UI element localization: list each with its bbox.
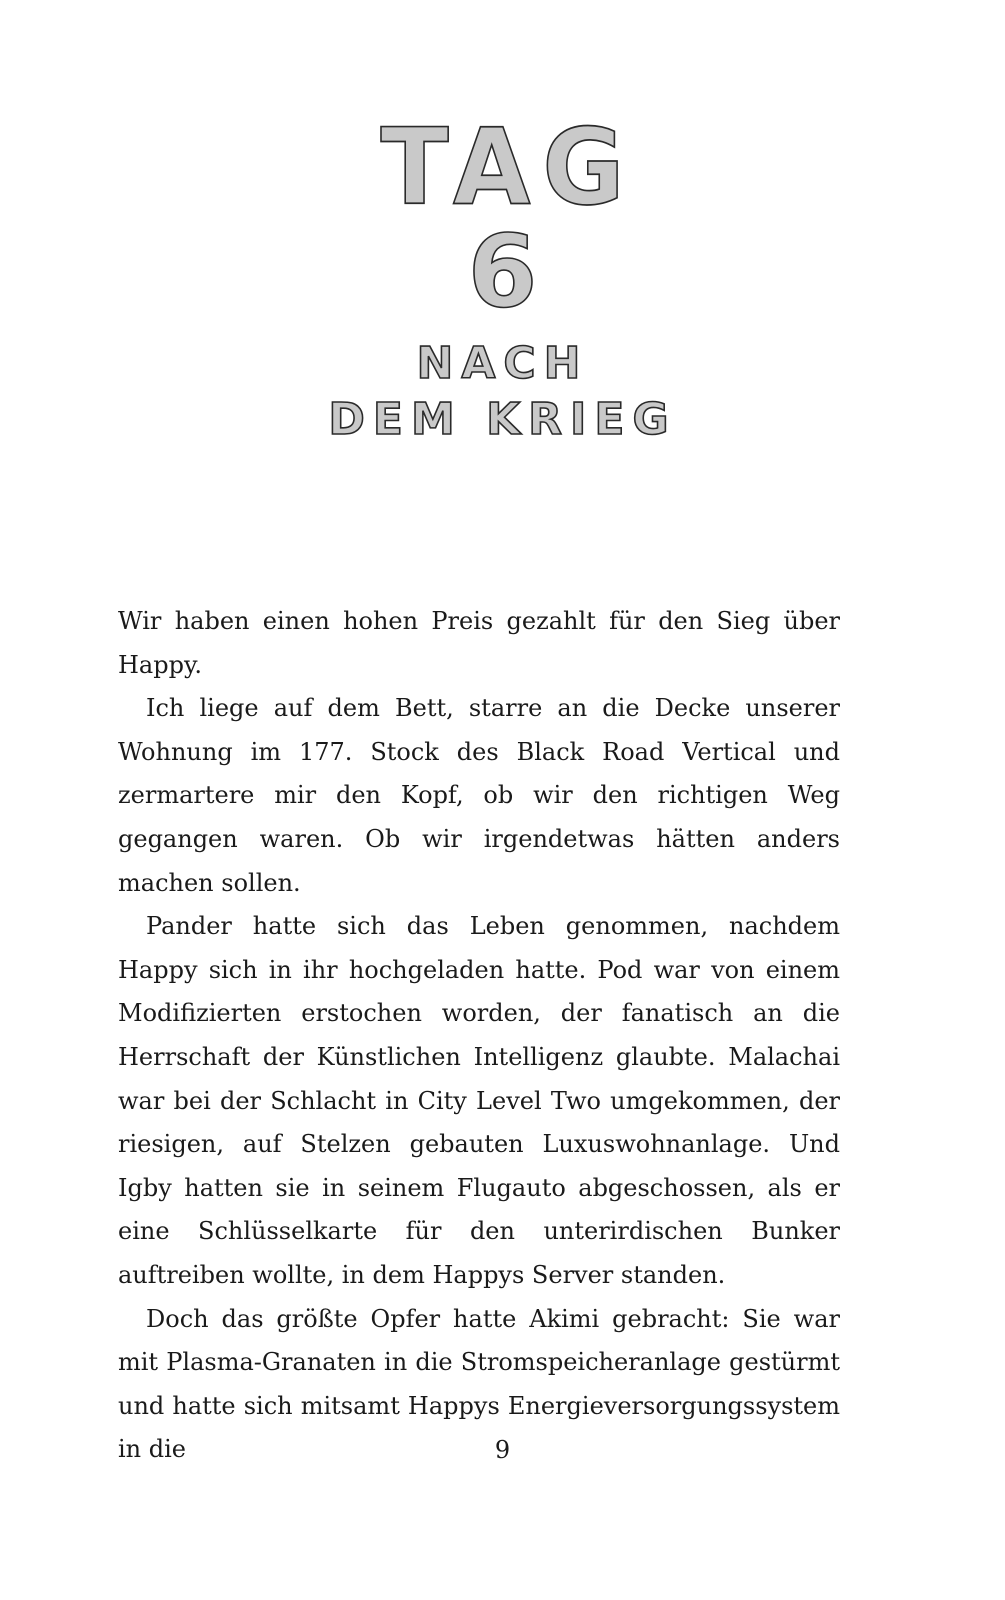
chapter-subtitle-line2: DEM KRIEG — [328, 394, 677, 445]
page-number: 9 — [494, 1436, 511, 1464]
chapter-heading — [0, 106, 1005, 445]
paragraph: Ich liege auf dem Bett, starre an die Decke unserer Wohnung im 177. Stock des Black Road Vertical und zermartere mir den Kopf, ob wir den richtigen Weg gegangen waren. Ob wir irgendetwas hätten anders machen sollen. — [118, 694, 840, 897]
chapter-subtitle-line1: NACH — [416, 338, 589, 389]
paragraph: Doch das größte Opfer hatte Akimi gebracht: Sie war mit Plasma-Granaten in die Stromspeicheranlage gestürmt und hatte sich mitsamt Happys Energieversorgungssystem in die — [118, 1304, 840, 1464]
chapter-title-number: 6 — [467, 213, 538, 330]
paragraph: Pander hatte sich das Leben genommen, nachdem Happy sich in ihr hochgeladen hatte. Pod war von einem Modifizierten erstochen worden, der fanatisch an die Herrschaft der Künstlichen Intelligenz glaubte. Malachai war bei der Schlacht in City Level Two umgekommen, der riesigen, auf Stelzen gebauten Luxuswohnanlage. Und Igby hatten sie in seinem Flugauto abgeschossen, als er eine Schlüsselkarte für den unterirdischen Bunker auftreiben wollte, in dem Happys Server standen. — [118, 912, 840, 1289]
chapter-title-tag: TAG — [380, 106, 637, 229]
paragraph: Wir haben einen hohen Preis gezahlt für den Sieg über Happy. — [118, 607, 840, 679]
body-text — [118, 600, 840, 1472]
